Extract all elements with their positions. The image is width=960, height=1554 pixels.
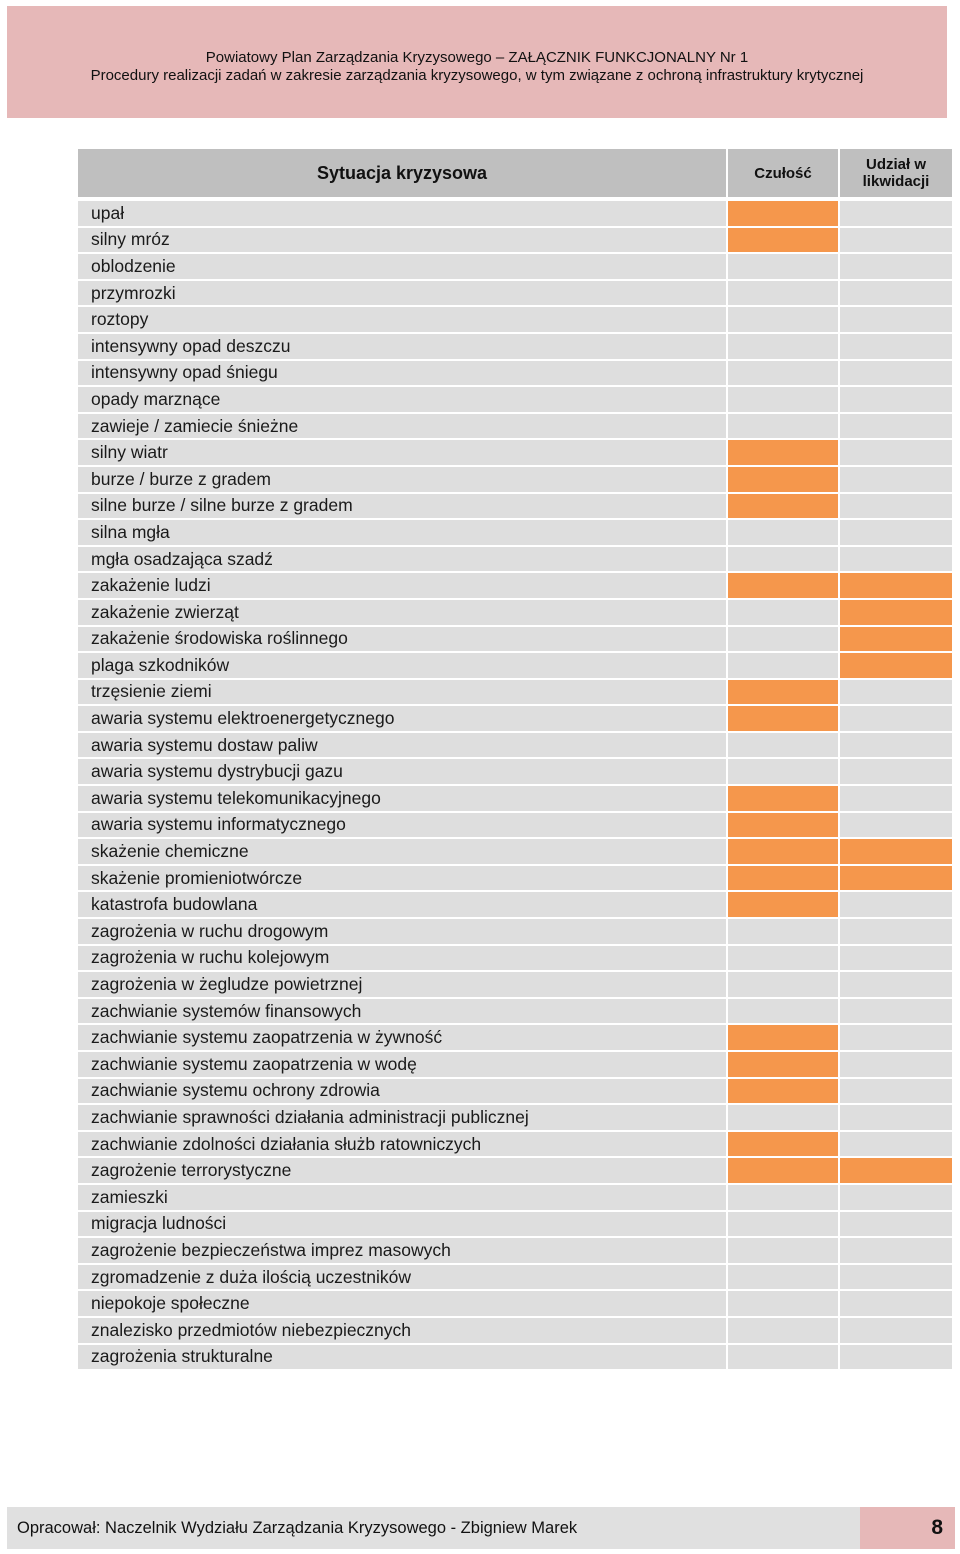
sensitivity-cell <box>728 361 840 388</box>
sensitivity-cell <box>728 334 840 361</box>
participation-cell <box>840 706 952 733</box>
sensitivity-cell <box>728 1185 840 1212</box>
situation-name: skażenie promieniotwórcze <box>78 866 728 893</box>
participation-cell <box>840 334 952 361</box>
situation-name: zachwianie zdolności działania służb ratowniczych <box>78 1132 728 1159</box>
situation-name: zagrożenia w ruchu drogowym <box>78 919 728 946</box>
situation-name: zawieje / zamiecie śnieżne <box>78 414 728 441</box>
sensitivity-cell <box>728 1132 840 1159</box>
participation-cell <box>840 467 952 494</box>
sensitivity-cell <box>728 813 840 840</box>
situation-name: silne burze / silne burze z gradem <box>78 494 728 521</box>
sensitivity-cell <box>728 866 840 893</box>
table-row <box>78 520 952 547</box>
table-row <box>78 813 952 840</box>
sensitivity-cell <box>728 201 840 228</box>
situation-name: zagrożenia w żegludze powietrznej <box>78 972 728 999</box>
table-row <box>78 1079 952 1106</box>
table-row <box>78 680 952 707</box>
situation-name: katastrofa budowlana <box>78 892 728 919</box>
participation-cell <box>840 440 952 467</box>
sensitivity-cell <box>728 1158 840 1185</box>
participation-cell <box>840 281 952 308</box>
sensitivity-cell <box>728 547 840 574</box>
situation-name: skażenie chemiczne <box>78 839 728 866</box>
situation-name: zachwianie systemu zaopatrzenia w wodę <box>78 1052 728 1079</box>
participation-cell <box>840 919 952 946</box>
sensitivity-cell <box>728 1291 840 1318</box>
table-row <box>78 1025 952 1052</box>
situation-name: oblodzenie <box>78 254 728 281</box>
participation-cell <box>840 573 952 600</box>
participation-cell <box>840 1079 952 1106</box>
participation-cell <box>840 307 952 334</box>
participation-cell <box>840 1265 952 1292</box>
participation-cell <box>840 1158 952 1185</box>
sensitivity-cell <box>728 839 840 866</box>
sensitivity-cell <box>728 1265 840 1292</box>
participation-cell <box>840 866 952 893</box>
participation-cell <box>840 733 952 760</box>
table-row <box>78 414 952 441</box>
table-row <box>78 1212 952 1239</box>
situation-name: migracja ludności <box>78 1212 728 1239</box>
table-row <box>78 999 952 1026</box>
table-row <box>78 254 952 281</box>
sensitivity-cell <box>728 228 840 255</box>
sensitivity-cell <box>728 706 840 733</box>
participation-cell <box>840 1345 952 1372</box>
situation-name: zagrożenia w ruchu kolejowym <box>78 946 728 973</box>
sensitivity-cell <box>728 414 840 441</box>
column-header-situation: Sytuacja kryzysowa <box>78 149 728 197</box>
participation-cell <box>840 946 952 973</box>
situation-name: zakażenie zwierząt <box>78 600 728 627</box>
sensitivity-cell <box>728 919 840 946</box>
table-row <box>78 547 952 574</box>
sensitivity-cell <box>728 627 840 654</box>
table-row <box>78 440 952 467</box>
table-body <box>78 201 952 1371</box>
situation-name: zachwianie systemu ochrony zdrowia <box>78 1079 728 1106</box>
participation-cell <box>840 653 952 680</box>
table-row <box>78 1052 952 1079</box>
table-row <box>78 653 952 680</box>
table-row <box>78 919 952 946</box>
sensitivity-cell <box>728 1318 840 1345</box>
column-header-participation <box>840 149 952 197</box>
situation-name: awaria systemu elektroenergetycznego <box>78 706 728 733</box>
participation-cell <box>840 361 952 388</box>
sensitivity-cell <box>728 786 840 813</box>
situation-name: zagrożenie terrorystyczne <box>78 1158 728 1185</box>
table-row <box>78 759 952 786</box>
table-row <box>78 281 952 308</box>
situation-name: zakażenie ludzi <box>78 573 728 600</box>
table-row <box>78 1318 952 1345</box>
sensitivity-cell <box>728 759 840 786</box>
participation-cell <box>840 1052 952 1079</box>
column-header-participation-line1: Udział w <box>865 156 926 173</box>
participation-cell <box>840 414 952 441</box>
sensitivity-cell <box>728 946 840 973</box>
participation-cell <box>840 1185 952 1212</box>
situation-name: awaria systemu informatycznego <box>78 813 728 840</box>
situation-name: upał <box>78 201 728 228</box>
table-row <box>78 946 952 973</box>
situation-name: trzęsienie ziemi <box>78 680 728 707</box>
sensitivity-cell <box>728 653 840 680</box>
sensitivity-cell <box>728 600 840 627</box>
column-header-participation-line2: likwidacji <box>862 173 930 190</box>
situation-name: awaria systemu telekomunikacyjnego <box>78 786 728 813</box>
participation-cell <box>840 680 952 707</box>
situation-name: zamieszki <box>78 1185 728 1212</box>
sensitivity-cell <box>728 254 840 281</box>
participation-cell <box>840 1025 952 1052</box>
crisis-situations-table <box>78 149 952 1371</box>
sensitivity-cell <box>728 1238 840 1265</box>
situation-name: przymrozki <box>78 281 728 308</box>
participation-cell <box>840 1132 952 1159</box>
table-row <box>78 334 952 361</box>
sensitivity-cell <box>728 733 840 760</box>
situation-name: zakażenie środowiska roślinnego <box>78 627 728 654</box>
page-number: 8 <box>931 1516 943 1539</box>
situation-name: mgła osadzająca szadź <box>78 547 728 574</box>
header-subtitle: Procedury realizacji zadań w zakresie zarządzania kryzysowego, w tym związane z ochroną infrastruktury krytycznej <box>90 67 864 84</box>
sensitivity-cell <box>728 892 840 919</box>
table-row <box>78 573 952 600</box>
participation-cell <box>840 839 952 866</box>
table-row <box>78 307 952 334</box>
sensitivity-cell <box>728 440 840 467</box>
table-row <box>78 1158 952 1185</box>
sensitivity-cell <box>728 972 840 999</box>
situation-name: silna mgła <box>78 520 728 547</box>
footer-author: Opracował: Naczelnik Wydziału Zarządzania Kryzysowego - Zbigniew Marek <box>17 1519 578 1537</box>
situation-name: zachwianie sprawności działania administracji publicznej <box>78 1105 728 1132</box>
sensitivity-cell <box>728 520 840 547</box>
sensitivity-cell <box>728 1079 840 1106</box>
participation-cell <box>840 813 952 840</box>
participation-cell <box>840 999 952 1026</box>
situation-name: plaga szkodników <box>78 653 728 680</box>
participation-cell <box>840 1212 952 1239</box>
sensitivity-cell <box>728 1345 840 1372</box>
participation-cell <box>840 892 952 919</box>
header-title: Powiatowy Plan Zarządzania Kryzysowego – ZAŁĄCZNIK FUNKCJONALNY Nr 1 <box>205 49 749 66</box>
sensitivity-cell <box>728 1105 840 1132</box>
sensitivity-cell <box>728 281 840 308</box>
table-row <box>78 786 952 813</box>
table-row <box>78 1238 952 1265</box>
participation-cell <box>840 1318 952 1345</box>
situation-name: intensywny opad śniegu <box>78 361 728 388</box>
participation-cell <box>840 228 952 255</box>
table-row <box>78 1132 952 1159</box>
participation-cell <box>840 520 952 547</box>
participation-cell <box>840 1238 952 1265</box>
table-row <box>78 1265 952 1292</box>
sensitivity-cell <box>728 1212 840 1239</box>
table-row <box>78 1345 952 1372</box>
situation-name: awaria systemu dystrybucji gazu <box>78 759 728 786</box>
participation-cell <box>840 972 952 999</box>
sensitivity-cell <box>728 1025 840 1052</box>
situation-name: awaria systemu dostaw paliw <box>78 733 728 760</box>
participation-cell <box>840 201 952 228</box>
sensitivity-cell <box>728 999 840 1026</box>
sensitivity-cell <box>728 680 840 707</box>
table-row <box>78 972 952 999</box>
sensitivity-cell <box>728 307 840 334</box>
sensitivity-cell <box>728 1052 840 1079</box>
participation-cell <box>840 1291 952 1318</box>
sensitivity-cell <box>728 467 840 494</box>
sensitivity-cell <box>728 387 840 414</box>
table-row <box>78 733 952 760</box>
participation-cell <box>840 759 952 786</box>
participation-cell <box>840 600 952 627</box>
table-row <box>78 1185 952 1212</box>
participation-cell <box>840 1105 952 1132</box>
participation-cell <box>840 254 952 281</box>
situation-name: znalezisko przedmiotów niebezpiecznych <box>78 1318 728 1345</box>
table-row <box>78 228 952 255</box>
situation-name: zgromadzenie z duża ilością uczestników <box>78 1265 728 1292</box>
situation-name: burze / burze z gradem <box>78 467 728 494</box>
participation-cell <box>840 627 952 654</box>
table-row <box>78 1105 952 1132</box>
participation-cell <box>840 786 952 813</box>
table-row <box>78 467 952 494</box>
situation-name: silny mróz <box>78 228 728 255</box>
situation-name: roztopy <box>78 307 728 334</box>
table-row <box>78 627 952 654</box>
participation-cell <box>840 387 952 414</box>
table-row <box>78 387 952 414</box>
table-row <box>78 866 952 893</box>
table-row <box>78 201 952 228</box>
situation-name: zagrożenia strukturalne <box>78 1345 728 1372</box>
participation-cell <box>840 494 952 521</box>
table-row <box>78 892 952 919</box>
document-header <box>7 6 947 118</box>
situation-name: intensywny opad deszczu <box>78 334 728 361</box>
footer-page-box <box>860 1507 955 1549</box>
situation-name: zachwianie systemu zaopatrzenia w żywność <box>78 1025 728 1052</box>
table-row <box>78 706 952 733</box>
footer <box>7 1507 860 1549</box>
sensitivity-cell <box>728 494 840 521</box>
situation-name: niepokoje społeczne <box>78 1291 728 1318</box>
situation-name: zachwianie systemów finansowych <box>78 999 728 1026</box>
situation-name: silny wiatr <box>78 440 728 467</box>
table-row <box>78 494 952 521</box>
table-row <box>78 1291 952 1318</box>
situation-name: zagrożenie bezpieczeństwa imprez masowych <box>78 1238 728 1265</box>
table-row <box>78 839 952 866</box>
table-row <box>78 361 952 388</box>
participation-cell <box>840 547 952 574</box>
sensitivity-cell <box>728 573 840 600</box>
table-row <box>78 600 952 627</box>
column-header-sensitivity: Czułość <box>728 149 840 197</box>
situation-name: opady marznące <box>78 387 728 414</box>
